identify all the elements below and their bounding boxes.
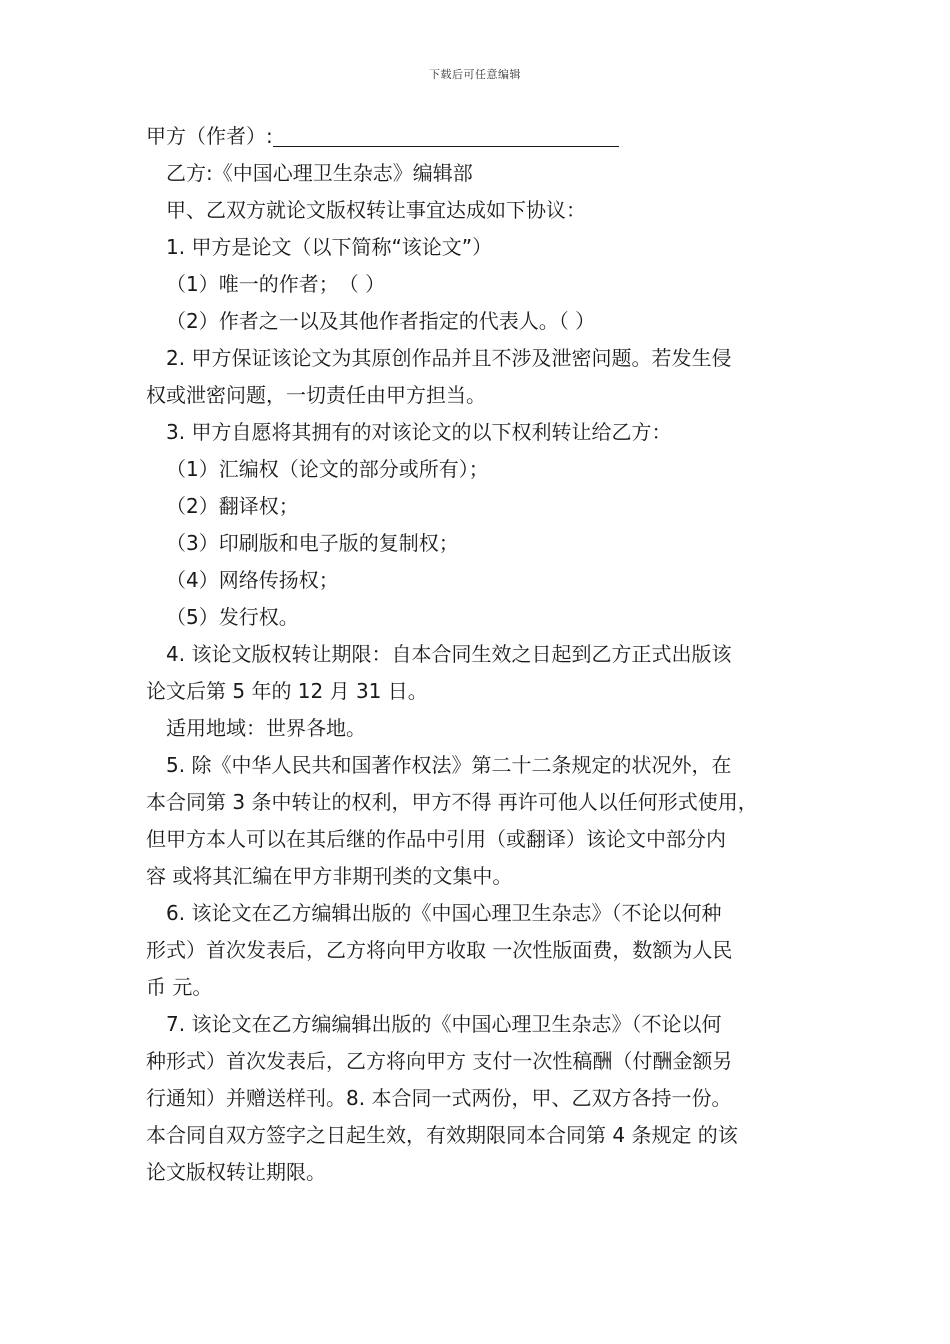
clause-3-right-2: （2）翻译权；: [166, 494, 299, 518]
party-b-line: 乙方:《中国心理卫生杂志》编辑部: [166, 161, 473, 185]
clause-8-line-1: 本合同自双方签字之日起生效，有效期限同本合同第 4 条规定 的该: [146, 1123, 738, 1147]
clause-3: 3. 甲方自愿将其拥有的对该论文的以下权利转让给乙方：: [166, 420, 672, 444]
clause-2-line-1: 2. 甲方保证该论文为其原创作品并且不涉及泄密问题。若发生侵: [166, 346, 732, 370]
clause-1-option-1: （1）唯一的作者； （ ）: [166, 272, 386, 296]
clause-8-line-2: 论文版权转让期限。: [146, 1160, 326, 1184]
header-note: 下载后可任意编辑: [429, 68, 521, 81]
clause-6-line-2: 形式）首次发表后，乙方将向甲方收取 一次性版面费，数额为人民: [146, 938, 733, 962]
clause-5-line-2: 本合同第 3 条中转让的权利，甲方不得 再许可他人以任何形式使用，: [146, 790, 758, 814]
agreement-intro: 甲、乙双方就论文版权转让事宜达成如下协议：: [166, 198, 586, 222]
clause-7-line-1: 7. 该论文在乙方编编辑出版的《中国心理卫生杂志》（不论以何: [166, 1012, 722, 1036]
clause-3-right-5: （5）发行权。: [166, 605, 299, 629]
clause-2-line-2: 权或泄密问题，一切责任由甲方担当。: [146, 383, 486, 407]
clause-5-line-3: 但甲方本人可以在其后继的作品中引用（或翻译）该论文中部分内: [146, 827, 726, 851]
clause-4-line-2: 论文后第 5 年的 12 月 31 日。: [146, 679, 428, 703]
clause-4-territory: 适用地域：世界各地。: [166, 716, 366, 740]
party-a-blank[interactable]: [273, 124, 619, 147]
clause-7-line-3: 行通知）并赠送样刊。8. 本合同一式两份，甲、乙双方各持一份。: [146, 1086, 732, 1110]
clause-1-option-2: （2）作者之一以及其他作者指定的代表人。（ ）: [166, 309, 596, 333]
clause-1: 1. 甲方是论文（以下简称“该论文”）: [166, 235, 493, 259]
clause-6-line-3: 币 元。: [146, 975, 213, 999]
clause-3-right-1: （1）汇编权（论文的部分或所有）；: [166, 457, 489, 481]
clause-5-line-1: 5. 除《中华人民共和国著作权法》第二十二条规定的状况外，在: [166, 753, 732, 777]
clause-3-right-4: （4）网络传扬权；: [166, 568, 339, 592]
party-a-line: [146, 118, 814, 155]
clause-4-line-1: 4. 该论文版权转让期限：自本合同生效之日起到乙方正式出版该: [166, 642, 732, 666]
clause-6-line-1: 6. 该论文在乙方编辑出版的《中国心理卫生杂志》（不论以何种: [166, 901, 722, 925]
clause-3-right-3: （3）印刷版和电子版的复制权；: [166, 531, 459, 555]
clause-5-line-4: 容 或将其汇编在甲方非期刊类的文集中。: [146, 864, 513, 888]
clause-7-line-2: 种形式）首次发表后，乙方将向甲方 支付一次性稿酬（付酬金额另: [146, 1049, 733, 1073]
document-body: [146, 118, 814, 1191]
party-a-label: 甲方（作者）:: [146, 124, 273, 148]
